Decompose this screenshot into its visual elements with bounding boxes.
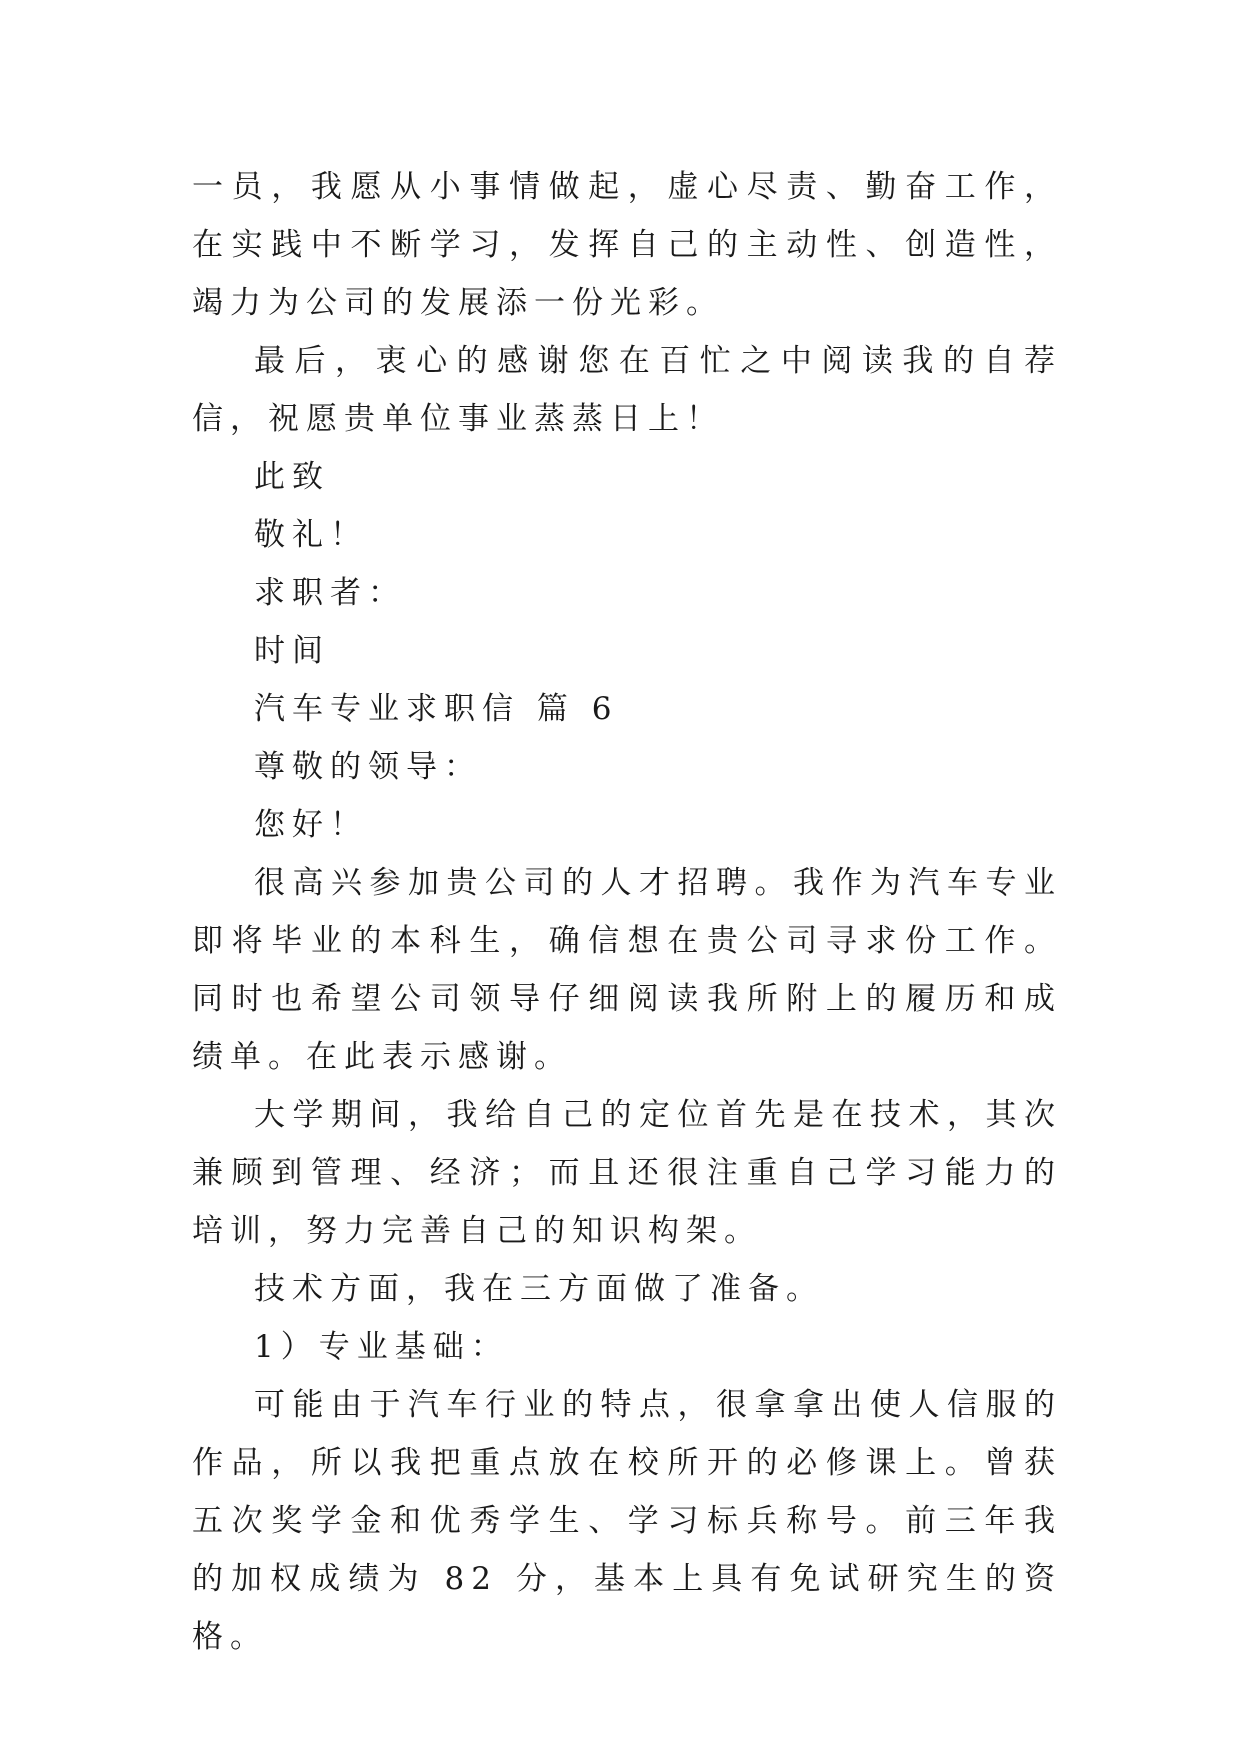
paragraph-thanks: 最后，衷心的感谢您在百忙之中阅读我的自荐信，祝愿贵单位事业蒸蒸日上！ <box>192 343 1062 437</box>
paragraph-intro: 很高兴参加贵公司的人才招聘。我作为汽车专业即将毕业的本科生，确信想在贵公司寻求份工作。同时也希望公司领导仔细阅读我所附上的履历和成绩单。在此表示感谢。 <box>192 865 1062 1075</box>
list-item-foundation: 1）专业基础： <box>254 1329 509 1365</box>
salutation-jingli: 敬礼！ <box>254 517 368 553</box>
greeting-leader: 尊敬的领导： <box>254 749 482 785</box>
paragraph-closing-commitment: 一员，我愿从小事情做起，虚心尽责、勤奋工作，在实践中不断学习，发挥自己的主动性、创造性，竭力为公司的发展添一份光彩。 <box>192 169 1062 321</box>
salutation-cizhi: 此致 <box>254 459 330 495</box>
signature-applicant: 求职者： <box>254 575 406 611</box>
section-heading: 汽车专业求职信 篇 6 <box>254 691 619 727</box>
paragraph-technical: 技术方面，我在三方面做了准备。 <box>254 1271 824 1307</box>
paragraph-university: 大学期间，我给自己的定位首先是在技术，其次兼顾到管理、经济；而且还很注重自己学习能力的培训，努力完善自己的知识构架。 <box>192 1097 1062 1249</box>
greeting-hello: 您好！ <box>254 807 368 843</box>
signature-date: 时间 <box>254 633 330 669</box>
document-body <box>192 158 1062 1666</box>
paragraph-foundation-detail: 可能由于汽车行业的特点，很拿拿出使人信服的作品，所以我把重点放在校所开的必修课上。曾获五次奖学金和优秀学生、学习标兵称号。前三年我的加权成绩为 82 分，基本上具有免试研究生的资格。 <box>192 1387 1062 1655</box>
